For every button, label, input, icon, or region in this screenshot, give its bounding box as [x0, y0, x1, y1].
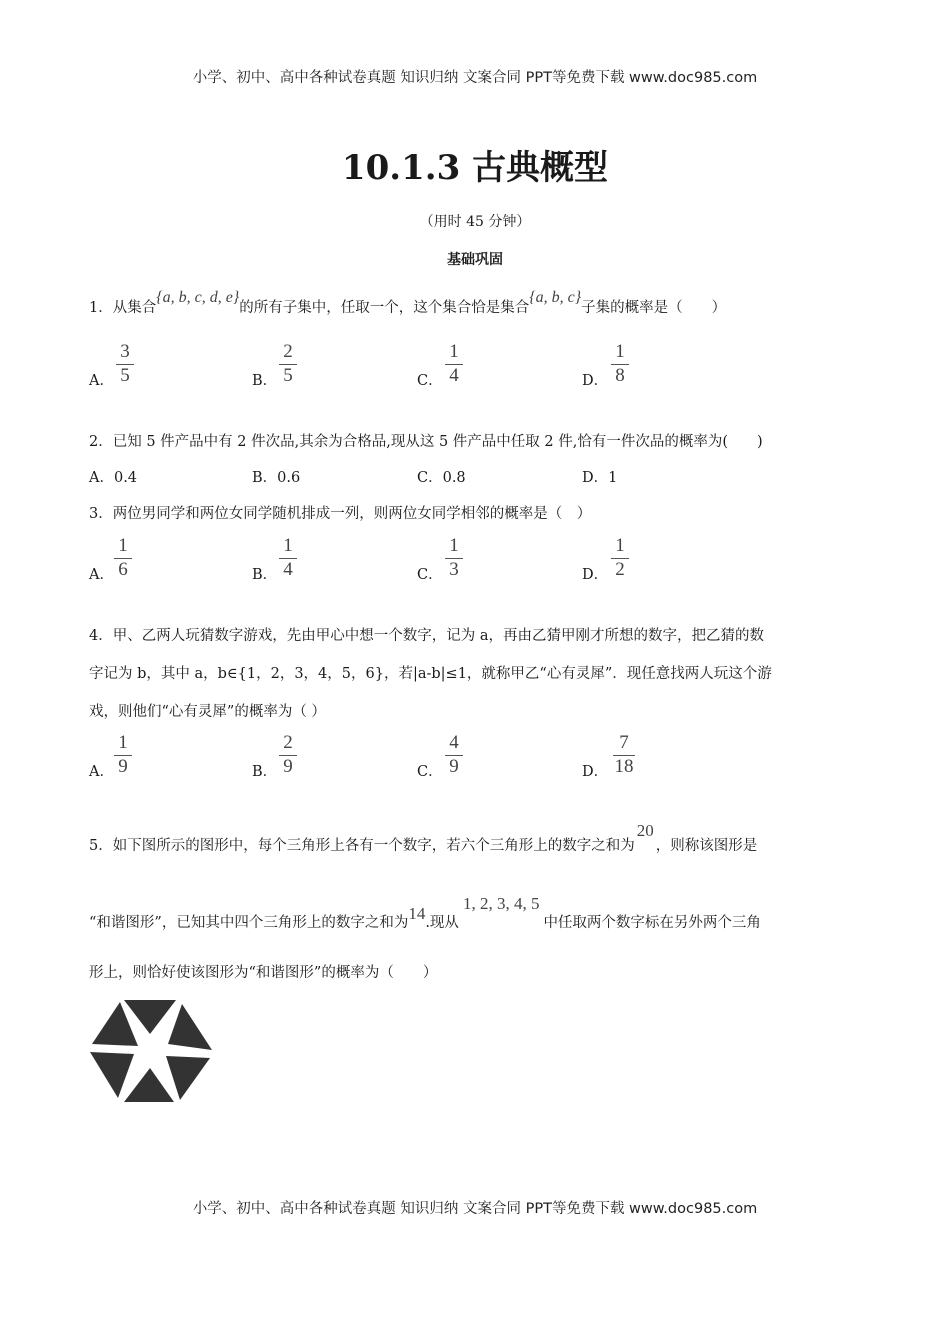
question-3: 3．两位男同学和两位女同学随机排成一列，则两位女同学相邻的概率是（ ）	[89, 506, 592, 522]
q3-d-denominator: 2	[615, 559, 625, 580]
figure-triangle-5	[90, 1052, 134, 1098]
q4-d-numerator: 7	[619, 732, 629, 753]
q3-option-a[interactable]	[89, 535, 128, 584]
q2-option-c[interactable]: C．0.8	[417, 470, 466, 486]
q3-b-denominator: 4	[283, 559, 293, 580]
header-banner: 小学、初中、高中各种试卷真题 知识归纳 文案合同 PPT等免费下载 www.doc985.com	[192, 70, 758, 86]
q4-option-b-label: B．	[252, 764, 278, 780]
q1-option-c[interactable]	[417, 341, 459, 390]
q4-option-a-fraction	[111, 733, 135, 777]
q1-option-c-fraction	[442, 342, 466, 386]
q1-option-d-label: D．	[582, 373, 609, 389]
q3-d-numerator: 1	[615, 535, 625, 556]
q1-d-numerator: 1	[615, 341, 625, 362]
q1-c-numerator: 1	[449, 341, 459, 362]
question-5-line-1	[89, 821, 758, 855]
footer-banner: 小学、初中、高中各种试卷真题 知识归纳 文案合同 PPT等免费下载 www.doc985.com	[192, 1201, 758, 1217]
q3-c-denominator: 3	[449, 559, 459, 580]
q1-option-c-label: C．	[417, 373, 443, 389]
question-5-line-3: 形上，则恰好使该图形为“和谐图形”的概率为（ ）	[89, 965, 438, 981]
q3-option-a-fraction	[111, 536, 135, 580]
figure-triangle-2	[168, 1004, 212, 1050]
q3-option-c-fraction	[442, 536, 466, 580]
q4-c-numerator: 4	[449, 732, 459, 753]
q1-option-b-label: B．	[252, 373, 278, 389]
q3-option-d-fraction	[608, 536, 632, 580]
q5-line1-prefix: 5．如下图所示的图形中，每个三角形上各有一个数字，若六个三角形上的数字之和为	[89, 838, 635, 854]
section-heading: 基础巩固	[447, 252, 503, 268]
q3-a-denominator: 6	[118, 559, 128, 580]
q1-option-a[interactable]	[89, 341, 130, 390]
q3-option-d[interactable]	[582, 535, 625, 584]
q1-a-denominator: 5	[120, 365, 130, 386]
q1-set-abcde: {a, b, c, d, e}	[156, 289, 240, 306]
q5-line2-suffix: 中任取两个数字标在另外两个三角	[543, 915, 761, 931]
q1-set-abc: {a, b, c}	[529, 289, 582, 306]
page-title: 10.1.3 古典概型	[341, 148, 609, 188]
q4-a-denominator: 9	[118, 756, 128, 777]
q5-line2-middle: .现从	[425, 915, 459, 931]
q3-option-b-fraction	[276, 536, 300, 580]
q4-option-d-label: D．	[582, 764, 609, 780]
q4-option-d[interactable]	[582, 732, 634, 781]
question-1	[89, 289, 727, 317]
q3-option-c[interactable]	[417, 535, 459, 584]
q5-number-set: 1, 2, 3, 4, 5	[462, 894, 540, 913]
q4-a-numerator: 1	[118, 732, 128, 753]
question-4-line-2: 字记为 b，其中 a，b∈{1，2，3，4，5，6}，若|a-b|≤1，就称甲乙“心有灵犀”．现任意找两人玩这个游	[89, 666, 772, 682]
figure-triangles	[90, 1000, 212, 1102]
q1-option-a-label: A．	[89, 373, 114, 389]
q1-option-d-fraction	[608, 342, 632, 386]
q1-option-b[interactable]	[252, 341, 293, 390]
q3-c-numerator: 1	[449, 535, 459, 556]
q3-a-numerator: 1	[118, 535, 128, 556]
q4-option-c-fraction	[442, 733, 466, 777]
q3-option-b[interactable]	[252, 535, 293, 584]
q5-line2-prefix: “和谐图形”，已知其中四个三角形上的数字之和为	[89, 915, 409, 931]
figure-triangle-3	[166, 1056, 210, 1100]
q5-line1-suffix: ，则称该图形是	[655, 838, 758, 854]
q1-prefix: 1．从集合	[89, 300, 157, 316]
question-2: 2．已知 5 件产品中有 2 件次品,其余为合格品,现从这 5 件产品中任取 2 件,恰有一件次品的概率为( )	[89, 434, 763, 450]
q1-suffix: 子集的概率是（ ）	[581, 300, 727, 316]
q4-b-denominator: 9	[283, 756, 293, 777]
q4-option-b[interactable]	[252, 732, 293, 781]
q3-option-d-label: D．	[582, 567, 609, 583]
figure-triangle-1	[124, 1000, 176, 1034]
q1-a-numerator: 3	[120, 341, 130, 362]
q4-option-a[interactable]	[89, 732, 128, 781]
time-note: （用时 45 分钟）	[419, 214, 531, 230]
q2-option-d[interactable]: D．1	[582, 470, 618, 486]
q3-option-c-label: C．	[417, 567, 443, 583]
q5-value-20: 20	[636, 821, 654, 840]
q1-b-numerator: 2	[283, 341, 293, 362]
q4-option-b-fraction	[276, 733, 300, 777]
question-5-line-2	[89, 894, 761, 932]
q5-value-14: 14	[408, 904, 426, 923]
q1-middle: 的所有子集中，任取一个，这个集合恰是集合	[239, 300, 530, 316]
q2-option-b[interactable]: B．0.6	[252, 470, 301, 486]
q4-option-c-label: C．	[417, 764, 443, 780]
q1-option-d[interactable]	[582, 341, 625, 390]
q1-option-a-fraction	[113, 342, 137, 386]
q1-d-denominator: 8	[615, 365, 625, 386]
q1-option-b-fraction	[276, 342, 300, 386]
q4-option-c[interactable]	[417, 732, 459, 781]
figure-triangle-4	[124, 1068, 174, 1102]
question-4-line-1: 4．甲、乙两人玩猜数字游戏，先由甲心中想一个数字，记为 a，再由乙猜甲刚才所想的数字，把乙猜的数	[89, 628, 764, 644]
q4-b-numerator: 2	[283, 732, 293, 753]
q1-c-denominator: 4	[449, 365, 459, 386]
q3-b-numerator: 1	[283, 535, 293, 556]
q4-option-a-label: A．	[89, 764, 114, 780]
q3-option-b-label: B．	[252, 567, 278, 583]
question-4-line-3: 戏，则他们“心有灵犀”的概率为（ ）	[89, 704, 326, 720]
harmony-figure	[84, 992, 220, 1108]
q1-b-denominator: 5	[283, 365, 293, 386]
q4-d-denominator: 18	[614, 756, 634, 777]
q4-option-d-fraction	[610, 733, 638, 777]
q3-option-a-label: A．	[89, 567, 114, 583]
q2-option-a[interactable]: A．0.4	[89, 470, 138, 486]
q4-c-denominator: 9	[449, 756, 459, 777]
